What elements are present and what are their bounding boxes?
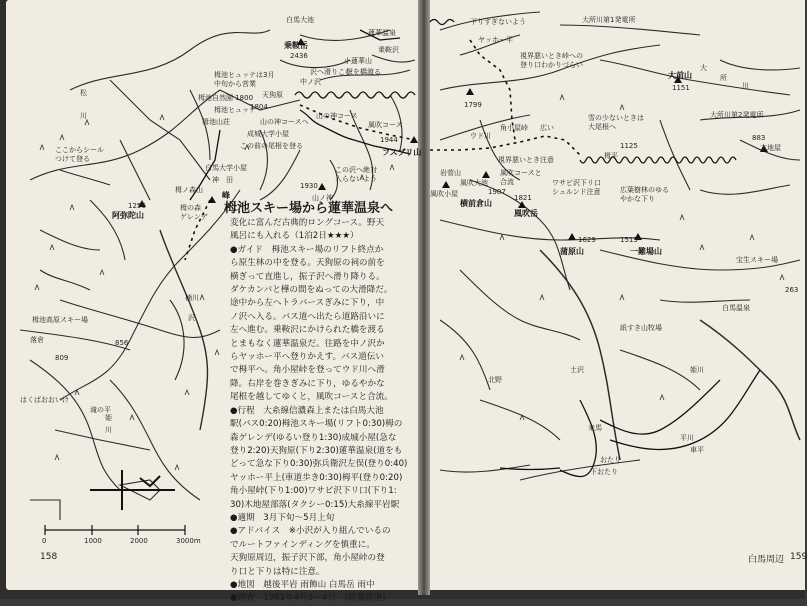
article-line: ダケカンバと樺の間をぬっての大滑降だ。 [230,285,393,296]
label-kazefuki-hut: 風吹小屋 [430,190,458,198]
label-hiraiwa: 沢を橋渡る [346,68,381,76]
peak-1629 [568,233,576,240]
label-kawa: 川 [80,112,87,120]
label-kijiya: 木地屋 [760,144,781,152]
label-kara-kawa: 姫川 [690,366,704,374]
label-omaeyama-elev: 1151 [672,84,690,92]
article-line: 横ぎって直進し，振子沢へ滑り降りる。 [230,271,385,282]
label-tsuchi-zawa: 土沢 [570,366,584,374]
label-kamikawa: 紙すき山牧場 [620,324,662,332]
label-kazefuki-kosu: 風吹コースと合流 [500,169,542,186]
label-ichinokura: 一難場山 [630,247,662,256]
article-line: 降。右岸を巻きぎみに下り，ゆるやかな [230,378,385,389]
article-line: ら原生林の中を登る。天狗原の祠の前を [230,258,385,269]
label-tsuga-sanso: 栂池山荘 [202,118,230,126]
label-tsuganomori: 栂池自然園 1800 [198,94,254,102]
article-line: り口と下りは特に注意。 [230,566,325,577]
article-line: 森ゲレンデ(ゆるい登り1:30)成城小屋(急な [230,432,397,443]
label-wasabi-note: ワサビ沢下リ口シュルンド注意 [552,179,601,196]
label-udo-kawa: ウド川 [470,132,491,140]
label-kono-mae: この前の尾根を登る [240,142,303,150]
label-kazefuki-dake: 風吹岳 [514,209,538,218]
peak-iwako [442,181,450,188]
label-shimo-otari: 下おたり [590,468,618,476]
label-tsuga-mori: 栂の森ゲレンデ [180,204,208,221]
label-elev-1629: 1629 [578,236,596,244]
label-omaeyama: 大前山 [668,71,692,80]
label-iwako-yama: 岩菅山 [440,169,461,177]
label-shiraike-onsen: 白馬温泉 [722,304,750,312]
article-line: 風呂にも入れる（1泊2日★★★） [230,231,359,242]
label-kurahara: 車平 [690,446,704,454]
label-maru: 峰 [222,191,230,200]
label-elev-883: 883 [752,134,766,142]
label-oyu: 中ノ沢 [300,78,321,86]
label-fusuburi-elev: 1944 [380,136,398,144]
label-tsunokoya: 角小屋峠 [500,124,528,132]
label-koko-kara: ここからシールつけて登る [55,146,104,163]
peak-yokomae [482,171,490,178]
article-line: 駅(バス0:20)栂池スキー場(リフト0:30)栂の [230,419,403,430]
article-line: らヤッホー平へ登りかえす。バス道伝い [230,352,385,363]
scale-tick-2000: 2000 [130,537,148,545]
label-oike-kawa: 大 [700,64,707,72]
label-tengu-hut-note: 栂池ヒュッテは3月中旬から営業 [214,71,275,88]
label-ochiai: 落倉 [30,336,44,344]
peak-1799 [466,88,474,95]
article-line: 尾根を越してゆくと，風吹コースと合流。 [230,392,393,403]
label-omata-hatsuden1: 大所川第1発電所 [582,16,636,24]
label-ami-elev: 1256 [128,202,146,210]
article-line: 左へ進む。乗鞍沢にかけられた橋を渡る [230,325,385,336]
article-line: ●踏査 1981年4月3〜4日 (降籏義道) [230,593,386,604]
label-ikeda-hut: 白馬大学小屋 [205,164,247,172]
label-hasuge-onsen: 蓮華温泉 [368,29,396,37]
label-matsukawa: 松 [80,89,87,97]
label-ami-gasa: 阿弥陀山 [112,211,144,220]
label-hirakawa: 平川 [680,434,694,442]
label-hotaru-ski: 宝生スキー場 [736,256,778,264]
label-elev-856: 856 [115,339,129,347]
label-elev-263: 263 [785,286,799,294]
article-line: でルートファインディングを慎重に。 [230,539,375,550]
label-fusuburi: フスブリ山 [382,148,422,157]
article-line: ●地図 越後平岩 雨飾山 白馬岳 雨中 [230,579,375,590]
label-yamanokami: 山ノ神 [312,194,333,202]
label-tsuganomori-gelande: 栂ノ森山 [175,186,203,194]
label-elev-1799: 1799 [464,101,482,109]
article-line: 30)木地屋部落(タクシー0:15)大糸線平岩駅 [230,499,400,510]
label-tsuga-elev: 1804 [250,103,268,111]
article-line: 天狗原周辺，振子沢下部，角小屋峠の登 [230,553,385,564]
label-kamiyama: 山の神コース [316,112,358,120]
page-number-right: 159 [790,552,807,562]
label-elev-809: 809 [55,354,69,362]
label-elev-1821: 1821 [514,194,532,202]
article-line: ノ沢へ入る。バス道へ出たら道路沿いに [230,311,385,322]
label-norikuradake: 乗鞍岳 [284,41,308,50]
label-kitano: 北野 [488,376,502,384]
label-kenkaku-note: 視界悪いとき峠への登り口わかりづらい [520,52,583,69]
label-taki-no-taira: 滝の平 [90,406,111,414]
article-line: 角小屋峠(下り1:00)ワサビ沢下リ口(下り1: [230,486,397,497]
article-line: 登り2:20)天狗原(下り2:30)蓮華温泉(道をも [230,445,403,456]
page-number-left: 158 [40,552,58,562]
label-hirai-note: 広葉樹林のゆるやかな下り [620,186,669,203]
label-tengu-pass: 天狗原 [262,91,283,99]
article-line: ●行程 大糸線信濃森上または白馬大池 [230,405,384,416]
route-article [224,200,420,606]
label-kawa-right: 川 [742,82,749,90]
label-ikeda-zawa: 沢 [188,314,195,322]
label-kan: 川 [105,426,112,434]
label-hiroi: 広い [540,124,554,132]
article-line: 途中から左へトラバースぎみに下り，中 [230,298,385,309]
label-tokoro: 所 [720,74,727,82]
article-body [230,217,420,606]
label-hakuba-oike: 白馬大池 [286,16,314,24]
label-hiraiwa-yama: 蒲原山 [560,247,584,256]
label-shita-sugi: 下りすぎないよう [470,18,526,26]
label-omata-hatsuden2: 大所川第2発電所 [710,111,764,119]
label-kono-sawa-note: この沢へ絶対入らないよう [335,166,377,183]
label-seijo-hut: 成城大学小屋 [247,130,289,138]
label-elev-1125: 1125 [620,142,638,150]
label-kaeru: 楠川 [185,294,199,302]
label-kensa-note: 視界悪いとき注意 [498,156,554,164]
label-yuki-note: 雪の少ないときは大尾根へ [588,114,644,131]
article-line: ●適期 3月下旬〜5月上旬 [230,512,335,523]
article-line: 変化に富んだ古典的ロングコース。野天 [230,218,385,228]
label-tsuga-kogen: 栂池高原スキー場 [32,316,88,324]
label-elev-1513: 1513 [620,236,638,244]
article-line: ●アドバイス ※小沢が入り組んでいるの [230,526,391,537]
label-ashi-ge: 小蓮華山 [344,57,372,65]
label-norikura-sawa: 乗鞍沢 [378,46,399,54]
label-elev-1907: 1907 [488,188,506,196]
label-yokomae-kura: 横前倉山 [460,199,492,208]
article-line: ヤッホー平上(車道歩き0:30)栂平(登り0:20) [230,472,403,483]
label-hakuba-oike-st: はくばおおいけ [20,396,69,404]
article-line: で栂平へ。角小屋峠を登ってウド川へ滑 [230,365,385,376]
label-tsuga-hira: 栂平 [604,152,618,160]
label-tsuga-hut: 栂池ヒュッテ [214,106,256,114]
scale-tick-1000: 1000 [84,537,102,545]
running-head: 白馬周辺 [748,555,785,565]
label-ya-kosu: 沢へ滑りこむ [310,68,352,76]
label-yama-goya: 山の神コースへ [260,118,309,126]
article-line: ●ガイド 栂池スキー場のリフト終点か [230,244,384,255]
scale-tick-3000: 3000m [176,537,201,545]
label-norikuradake-elev: 2436 [290,52,308,60]
dotted-route-right [430,136,580,155]
label-otari: おたり [600,456,621,464]
scale-tick-0: 0 [42,537,47,545]
label-fukifu-kosu: 風吹コース [368,121,403,129]
label-kamisato: 来馬 [588,424,602,432]
label-kazefuki-ike: 風吹大池 [460,179,488,187]
article-line: とまもなく蓮華温泉だ。往路を中ノ沢か [230,338,385,349]
article-line: どって急な下り0:30)弥兵衛沢左俣(登り0:40) [230,459,408,470]
label-yamanokami-elev: 1930 [300,182,318,190]
label-hiji: 姫 [105,414,112,422]
article-title: 栂池スキー場から蓮華温泉へ [224,201,394,216]
label-yahho: ヤッホー平 [478,36,513,44]
label-kitaoku: 神 田 [212,176,233,184]
